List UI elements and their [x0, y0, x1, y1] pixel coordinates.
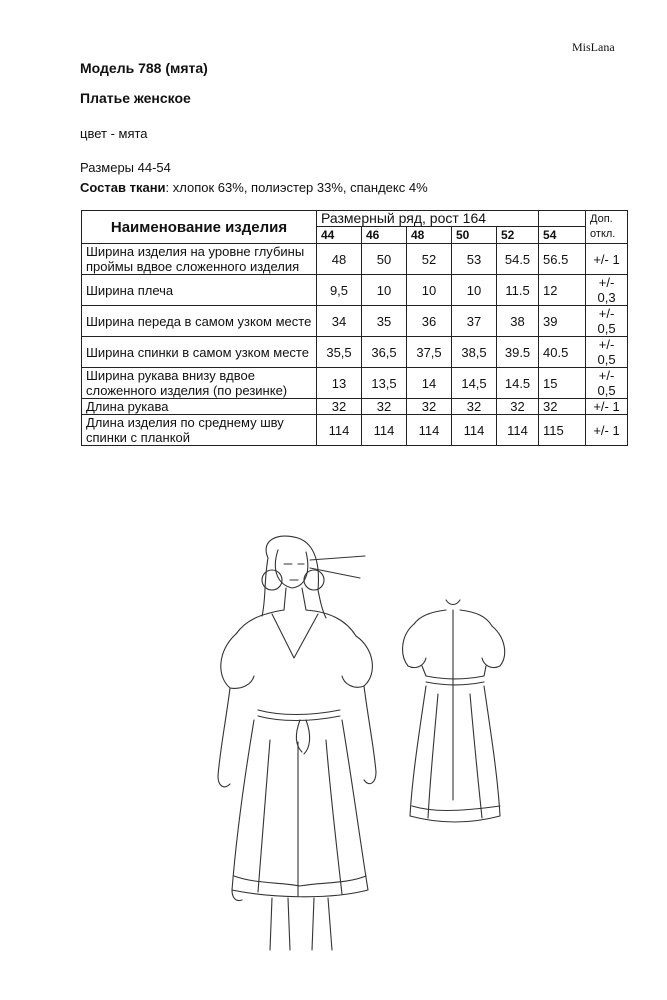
measurement-value: 40.5 [539, 337, 586, 368]
color-line: цвет - мята [80, 126, 148, 141]
measurement-value: 32 [362, 399, 407, 415]
measurement-name: Длина рукава [82, 399, 317, 415]
brand-name: MisLana [572, 40, 615, 54]
table-row [82, 399, 628, 415]
table-row [82, 337, 628, 368]
measurement-value: 115 [539, 415, 586, 446]
measurement-value: 114 [452, 415, 497, 446]
measurement-value: 39 [539, 306, 586, 337]
measurement-value: 36,5 [362, 337, 407, 368]
measurement-name: Ширина переда в самом узком месте [82, 306, 317, 337]
table-row [82, 368, 628, 399]
measurement-value: 12 [539, 275, 586, 306]
measurement-value: 38 [497, 306, 539, 337]
tolerance-value: +/- 0,3 [586, 275, 628, 306]
measurement-value: 53 [452, 244, 497, 275]
measurement-value: 32 [407, 399, 452, 415]
tolerance-value: +/- 0,5 [586, 368, 628, 399]
product-subtitle: Платье женское [80, 90, 191, 106]
measurement-value: 10 [452, 275, 497, 306]
table-header-row [82, 211, 628, 227]
composition-label: Состав ткани [80, 180, 166, 195]
composition-line [80, 180, 428, 195]
measurement-value: 14 [407, 368, 452, 399]
blank-header-cell [539, 211, 586, 227]
measurement-value: 9,5 [317, 275, 362, 306]
measurement-value: 14,5 [452, 368, 497, 399]
measurement-value: 114 [317, 415, 362, 446]
measurement-value: 34 [317, 306, 362, 337]
measurement-value: 13,5 [362, 368, 407, 399]
measurement-value: 114 [362, 415, 407, 446]
measurement-value: 114 [407, 415, 452, 446]
measurement-value: 10 [362, 275, 407, 306]
measurement-value: 10 [407, 275, 452, 306]
size-header: 44 [317, 227, 362, 244]
measurement-value: 38,5 [452, 337, 497, 368]
table-row [82, 244, 628, 275]
measurement-value: 36 [407, 306, 452, 337]
measurement-value: 14.5 [497, 368, 539, 399]
measurement-value: 35,5 [317, 337, 362, 368]
name-column-header: Наименование изделия [82, 211, 317, 244]
size-header: 50 [452, 227, 497, 244]
measurement-value: 13 [317, 368, 362, 399]
measurement-value: 37,5 [407, 337, 452, 368]
measurement-value: 52 [407, 244, 452, 275]
measurement-value: 50 [362, 244, 407, 275]
front-view-figure [218, 536, 376, 950]
measurement-value: 39.5 [497, 337, 539, 368]
measurement-value: 35 [362, 306, 407, 337]
measurement-value: 54.5 [497, 244, 539, 275]
size-header: 52 [497, 227, 539, 244]
measurement-name: Ширина спинки в самом узком месте [82, 337, 317, 368]
measurement-value: 32 [539, 399, 586, 415]
size-header: 48 [407, 227, 452, 244]
measurement-name: Длина изделия по среднему шву спинки с планкой [82, 415, 317, 446]
measurement-value: 56.5 [539, 244, 586, 275]
measurement-name: Ширина рукава внизу вдвое сложенного изделия (по резинке) [82, 368, 317, 399]
measurement-value: 32 [497, 399, 539, 415]
tolerance-value: +/- 0,5 [586, 337, 628, 368]
composition-value: : хлопок 63%, полиэстер 33%, спандекс 4% [165, 180, 428, 195]
tolerance-value: +/- 1 [586, 244, 628, 275]
measurement-name: Ширина плеча [82, 275, 317, 306]
model-title: Модель 788 (мята) [80, 60, 208, 76]
tolerance-value: +/- 1 [586, 399, 628, 415]
measurement-name: Ширина изделия на уровне глубины проймы вдвое сложенного изделия [82, 244, 317, 275]
measurement-value: 32 [452, 399, 497, 415]
measurement-value: 114 [497, 415, 539, 446]
table-row [82, 415, 628, 446]
tolerance-value: +/- 1 [586, 415, 628, 446]
size-header: 46 [362, 227, 407, 244]
table-row [82, 306, 628, 337]
tolerance-value: +/- 0,5 [586, 306, 628, 337]
measurement-value: 48 [317, 244, 362, 275]
table-row [82, 275, 628, 306]
sizes-line: Размеры 44-54 [80, 160, 171, 175]
measurement-table [81, 210, 628, 446]
measurement-value: 11.5 [497, 275, 539, 306]
measurement-value: 15 [539, 368, 586, 399]
size-header: 54 [539, 227, 586, 244]
measurement-value: 32 [317, 399, 362, 415]
back-view-figure [403, 600, 505, 822]
dress-sketch [160, 480, 560, 960]
size-range-header: Размерный ряд, рост 164 [317, 211, 539, 227]
tolerance-column-header: Доп. откл. [586, 211, 628, 244]
measurement-value: 37 [452, 306, 497, 337]
